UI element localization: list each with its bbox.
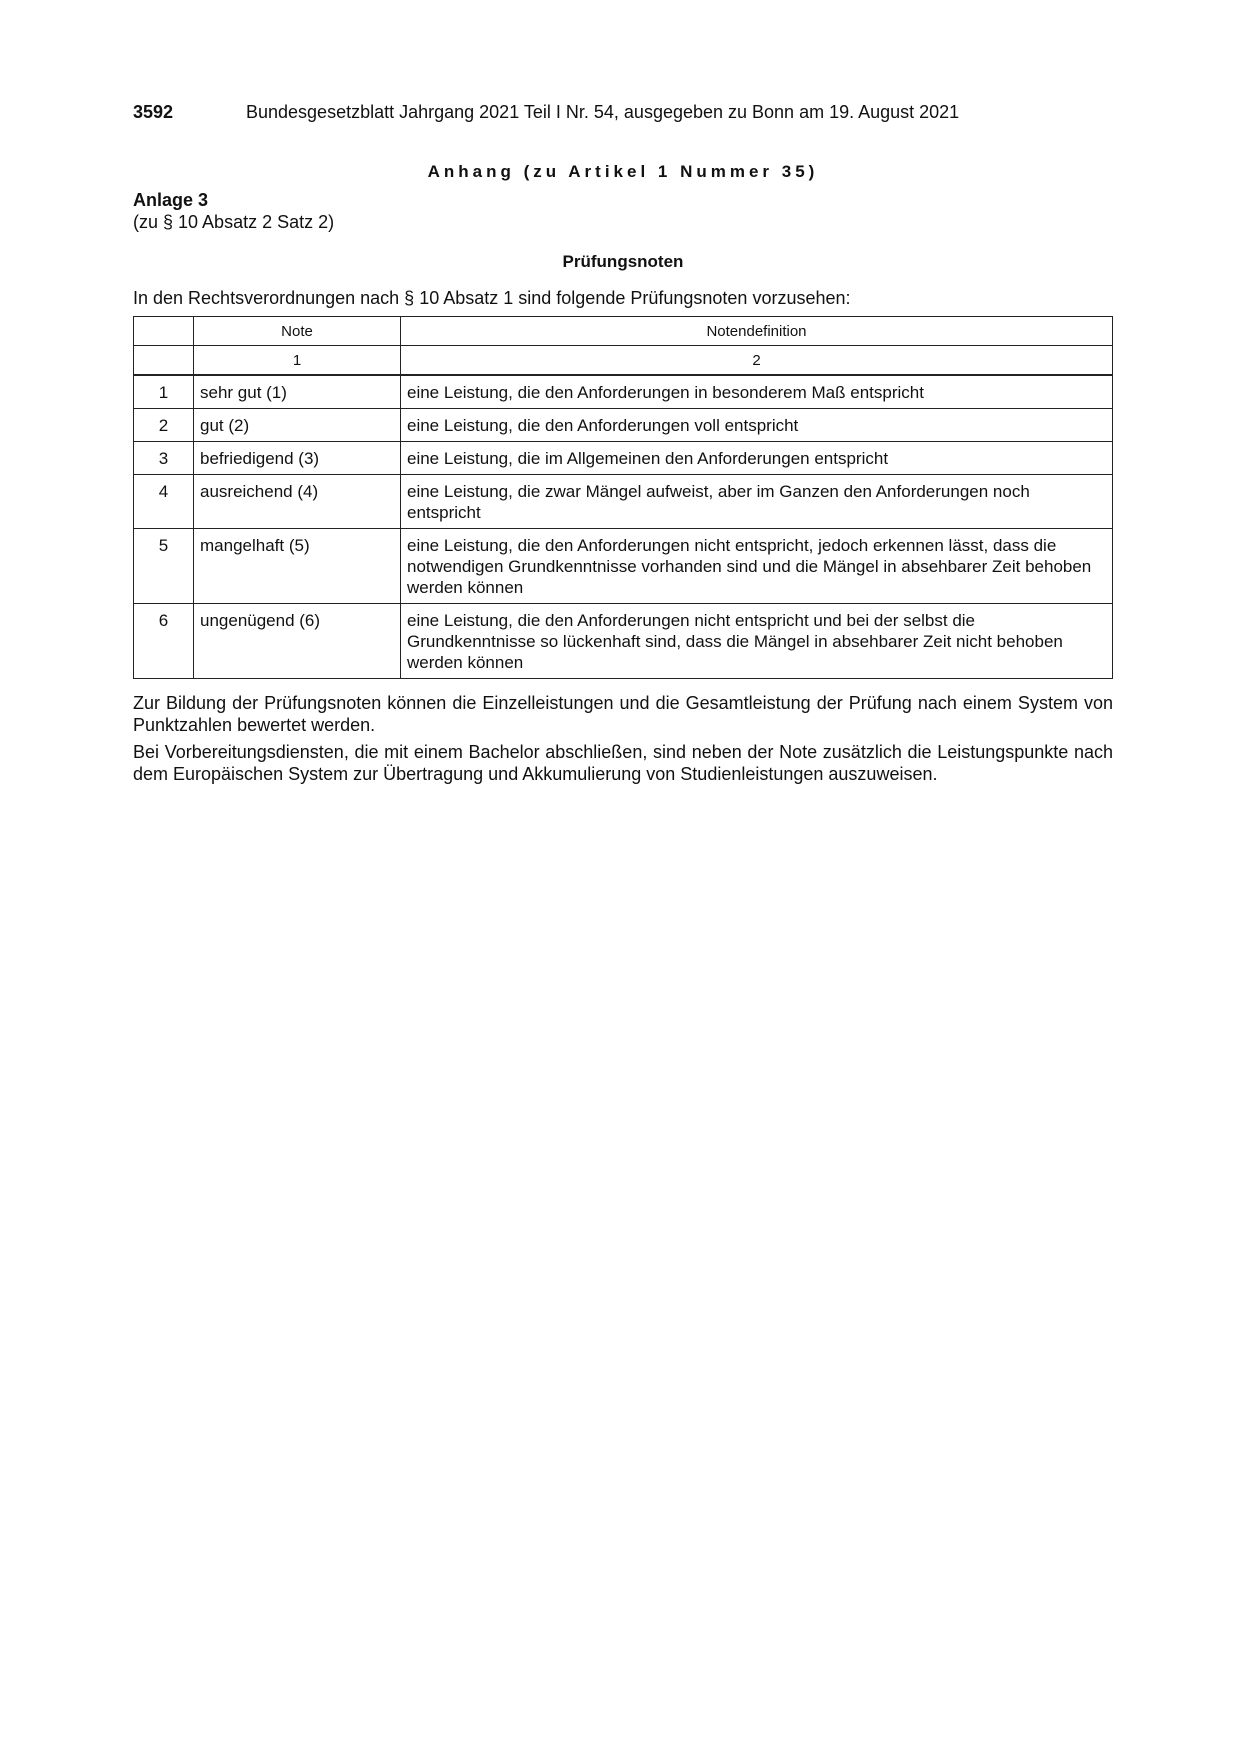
page-number: 3592 [133,102,174,122]
row-note: ausreichend (4) [194,475,401,529]
table-row [134,475,1113,529]
page-header [133,100,1113,124]
row-note: gut (2) [194,409,401,442]
row-number: 5 [134,529,194,604]
row-number: 6 [134,604,194,679]
column-number-cell: 1 [194,346,401,376]
paragraph-points-system: Zur Bildung der Prüfungsnoten können die Einzelleistungen und die Gesamtleistung der Prüfung nach einem System von Punktzahlen bewertet werden. [133,693,1113,735]
paragraph-ects: Bei Vorbereitungsdiensten, die mit einem Bachelor abschließen, sind neben der Note zusätzlich die Leistungspunkte nach dem Europäischen System zur Übertragung und Akkumulierung von Studienleistungen auszuweisen. [133,742,1113,784]
table-row [134,529,1113,604]
row-number: 4 [134,475,194,529]
intro-text: In den Rechtsverordnungen nach § 10 Absatz 1 sind folgende Prüfungsnoten vorzusehen: [133,288,851,308]
table-row [134,375,1113,409]
table-row [134,442,1113,475]
anlage-title: Anlage 3 [133,190,209,210]
row-number: 3 [134,442,194,475]
row-definition: eine Leistung, die den Anforderungen in besonderem Maß entspricht [401,375,1113,409]
row-note: mangelhaft (5) [194,529,401,604]
row-definition: eine Leistung, die im Allgemeinen den Anforderungen entspricht [401,442,1113,475]
anlage-reference: (zu § 10 Absatz 2 Satz 2) [133,212,335,232]
column-number-cell: 2 [401,346,1113,376]
running-head: Bundesgesetzblatt Jahrgang 2021 Teil I Nr. 54, ausgegeben zu Bonn am 19. August 2021 [246,102,960,122]
row-note: ungenügend (6) [194,604,401,679]
table-row [134,604,1113,679]
row-number: 2 [134,409,194,442]
table-row [134,409,1113,442]
table-header-row [134,317,1113,346]
anlage-block [133,189,334,233]
header-cell-number [134,317,194,346]
row-note: befriedigend (3) [194,442,401,475]
header-cell-note: Note [194,317,401,346]
section-title: Prüfungsnoten [562,252,684,271]
row-note: sehr gut (1) [194,375,401,409]
grades-table [133,316,1113,679]
row-definition: eine Leistung, die den Anforderungen nicht entspricht, jedoch erkennen lässt, dass die notwendigen Grundkenntnisse vorhanden sind und die Mängel in absehbarer Zeit behoben werden können [401,529,1113,604]
row-number: 1 [134,375,194,409]
header-cell-definition: Notendefinition [401,317,1113,346]
column-number-cell [134,346,194,376]
table-column-number-row [134,346,1113,376]
annex-heading: Anhang (zu Artikel 1 Nummer 35) [427,162,819,181]
row-definition: eine Leistung, die den Anforderungen voll entspricht [401,409,1113,442]
row-definition: eine Leistung, die zwar Mängel aufweist, aber im Ganzen den Anforderungen noch entspricht [401,475,1113,529]
row-definition: eine Leistung, die den Anforderungen nicht entspricht und bei der selbst die Grundkenntnisse so lückenhaft sind, dass die Mängel in absehbarer Zeit nicht behoben werden können [401,604,1113,679]
